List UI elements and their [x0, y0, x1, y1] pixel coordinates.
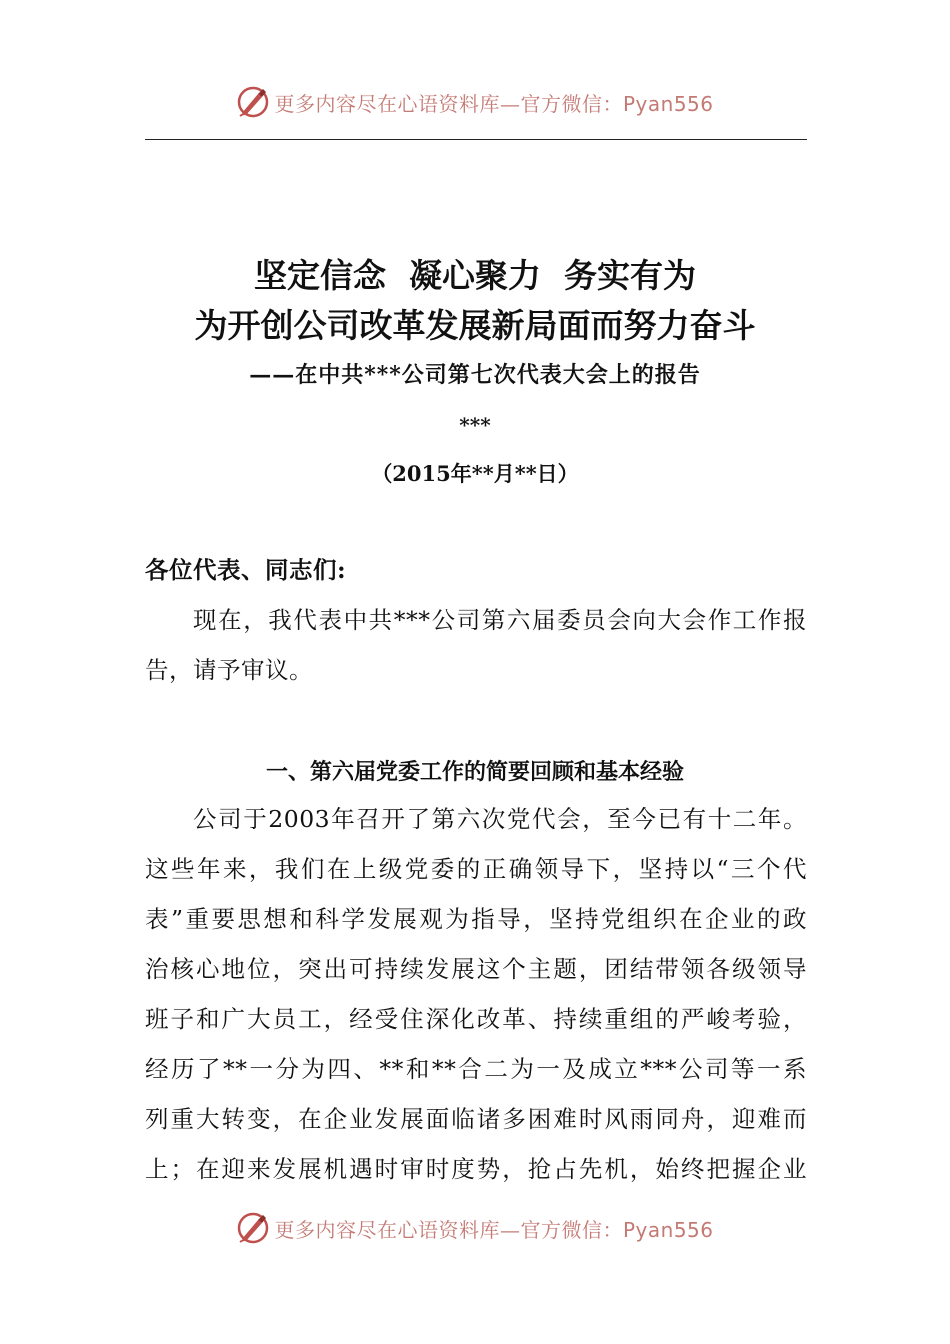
paragraph-line: 现在，我代表中共***公司第六届委员会向大会作工作报: [193, 606, 807, 634]
header-banner: [0, 82, 950, 122]
pen-logo-icon: [236, 1211, 270, 1245]
paragraph-line: 班子和广大员工，经受住深化改革、持续重组的严峻考验，: [145, 1005, 807, 1033]
paragraph-line: 告，请予审议。: [145, 656, 313, 684]
wechat-id: Pyan556: [622, 1217, 714, 1242]
paragraph-line: 这些年来，我们在上级党委的正确领导下，坚持以“三个代: [145, 855, 807, 883]
document-subtitle: ——在中共***公司第七次代表大会上的报告: [249, 362, 701, 388]
banner-text: 更多内容尽在心语资料库—官方微信：Pyan556: [274, 91, 714, 116]
paragraph-line: 列重大转变，在企业发展面临诸多困难时风雨同舟，迎难而: [145, 1105, 807, 1133]
paragraph-line: 表”重要思想和科学发展观为指导，坚持党组织在企业的政: [145, 905, 807, 933]
paragraph-line: 公司于2003年召开了第六次党代会，至今已有十二年。: [193, 805, 807, 833]
document-date: （2015年**月**日）: [371, 461, 579, 486]
section-heading: 一、第六届党委工作的简要回顾和基本经验: [265, 760, 684, 785]
paragraph-line: 上；在迎来发展机遇时审时度势，抢占先机，始终把握企业: [145, 1155, 807, 1183]
pen-logo-icon: [236, 85, 270, 119]
footer-banner: [0, 1208, 950, 1248]
salutation: 各位代表、同志们:: [145, 556, 347, 584]
paragraph-line: 经历了**一分为四、**和**合二为一及成立***公司等一系: [145, 1055, 807, 1083]
document-title-line-2: 为开创公司改革发展新局面而努力奋斗: [194, 306, 756, 345]
wechat-id: Pyan556: [622, 91, 714, 116]
banner-text: 更多内容尽在心语资料库—官方微信：Pyan556: [274, 1217, 714, 1242]
document-title-line-1: 坚定信念 凝心聚力 务实有为: [254, 256, 696, 295]
document-author: ***: [459, 413, 491, 437]
header-divider: [145, 139, 807, 140]
paragraph-line: 治核心地位，突出可持续发展这个主题，团结带领各级领导: [145, 955, 807, 983]
